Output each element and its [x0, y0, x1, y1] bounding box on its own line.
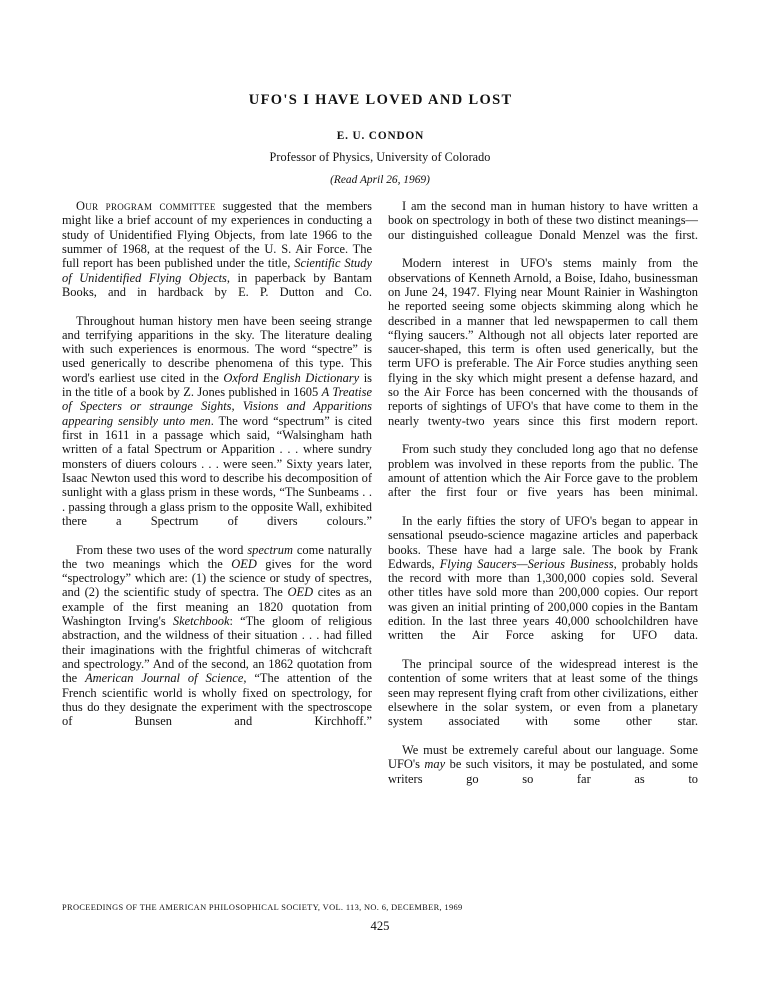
italic-title: A Treatise of Specters or straunge Sights, Visions and Apparitions appearing sensibly unto men: [62, 385, 372, 428]
journal-citation: PROCEEDINGS OF THE AMERICAN PHILOSOPHICAL SOCIETY, VOL. 113, NO. 6, DECEMBER, 1969: [62, 903, 463, 912]
paragraph-text: We must be extremely careful about our language. Some UFO's: [388, 742, 698, 772]
paragraph: [388, 743, 698, 800]
italic-title: Flying Saucers—Serious Business: [439, 556, 614, 571]
paragraph-text: , in paperback by Bantam Books, and in hardback by E. P. Dutton and Co.: [62, 270, 373, 299]
paragraph-text: gives for the word “spectrology” which are: (1) the science or study of spectres, and (2) the scientific study of spectra. The: [62, 556, 373, 600]
paragraph-text: Throughout human history men have been seeing strange and terrifying apparitions in the sky. The literature dealing with such experiences is enormous. The word “spectre” is used generically to describe phenomena of this type. This word's earliest use cited in the: [62, 313, 372, 385]
paragraph-text: , probably holds the record with more than 1,300,000 copies sold. Several other titles have sold more than 200,000 copies. Our report was given an initial printing of 200,000 copies in the Bantam edition. In the last three years 40,000 schoolchildren have written the Air Force asking for UFO data.: [388, 556, 698, 643]
paragraph-text: suggested that the members might like a brief account of my experiences in conducting a study of Unidentified Flying Objects, from late 1966 to the summer of 1968, at the request of the U. S. Air Force. The full report has been published under the title,: [62, 199, 372, 271]
masthead: [0, 0, 760, 186]
paragraph: [62, 314, 372, 543]
italic-title: American Journal of Science,: [85, 671, 247, 686]
paragraph: [62, 199, 372, 314]
column-left: [62, 199, 372, 800]
paragraph-text: come naturally the two meanings which the: [62, 542, 372, 571]
italic-emphasis: may: [424, 757, 446, 772]
paragraph: From such study they concluded long ago that no defense problem was involved in these reports from the public. The amount of attention which the Air Force gave to the problem after the first four or five years has been minimal.: [388, 442, 698, 500]
italic-title: Sketchbook: [172, 614, 230, 629]
paragraph: [62, 543, 372, 743]
paragraph: I am the second man in human history to have written a book on spectrology in both of these two distinct meanings—our distinguished colleague Donald Menzel was the first.: [388, 199, 698, 242]
paragraph-text: is in the title of a book by Z. Jones published in 1605: [62, 370, 372, 400]
paragraph-text: “The attention of the French scientific world is wholly fixed on spectrology, for thus do they designate the experiment with the spectroscope of Bunsen and Kirchhoff.”: [62, 671, 372, 729]
italic-title: Scientific Study of Unidentified Flying Objects: [62, 256, 373, 285]
column-right: [388, 199, 698, 800]
paragraph-text: cites as an example of the first meaning an 1820 quotation from Washington Irving's: [62, 585, 372, 629]
italic-term: OED: [231, 556, 257, 571]
paragraph-text: From these two uses of the word: [76, 542, 248, 557]
paragraph-text: In the early fifties the story of UFO's began to appear in sensational pseudo-science magazine articles and paperback books. These have had a large sale. The book by Frank Edwards,: [388, 513, 698, 571]
italic-term: OED: [287, 585, 314, 600]
author-affiliation: Professor of Physics, University of Colorado: [269, 150, 491, 165]
page-title: UFO'S I HAVE LOVED AND LOST: [248, 92, 513, 108]
paragraph: Modern interest in UFO's stems mainly from the observations of Kenneth Arnold, a Boise, Idaho, businessman on June 24, 1947. Flying near Mount Rainier in Washington he reported seeing some objects skimming along which he described in a manner that led newspapermen to call them “flying saucers.” Although not all objects later reported are saucer-shaped, this term is often used generically, but the term UFO is preferable. The Air Force studies anything seen flying in the sky which might present a defense hazard, and so the Air Force has been concerned with the thousands of reports of sightings of UFO's that have come to them in the nearly twenty-two years since this first modern report.: [388, 256, 698, 428]
paragraph: The principal source of the widespread interest is the contention of some writers that at least some of the things seen may represent flying craft from other civilizations, either elsewhere in the solar system, or even from a planetary system associated with some other star.: [388, 657, 698, 729]
small-caps-opening: Our program committee: [76, 199, 216, 213]
italic-term: spectrum: [247, 542, 293, 557]
page-number: 425: [370, 919, 390, 933]
page-footer: [62, 903, 698, 934]
read-date: (Read April 26, 1969): [330, 174, 430, 187]
body-columns: [62, 199, 698, 800]
italic-title: Oxford English Dictionary: [223, 370, 360, 385]
paragraph-text: : “The gloom of religious abstraction, and the wildness of their situation . . . had filled their imaginations with the frightful chimeras of witchcraft and spectrology.” And of the second, an 1862 quotation from the: [62, 614, 372, 686]
author-name: E. U. CONDON: [336, 130, 425, 143]
paragraph: [388, 514, 698, 657]
paragraph-text: be such visitors, it may be postulated, and some writers go so far as to: [388, 757, 698, 786]
paragraph-text: . The word “spectrum” is cited first in 1611 in a passage which said, “Walsingham hath written of a fatal Spectrum or Apparition . . . where sundry monsters of diuers colours . . . were seen.” Sixty years later, Isaac Newton used this word to describe his decomposition of sunlight with a glass prism in these words, “The Sunbeams . . . passing through a glass prism to the opposite Wall, exhibited there a Spectrum of divers colours.”: [62, 413, 372, 528]
